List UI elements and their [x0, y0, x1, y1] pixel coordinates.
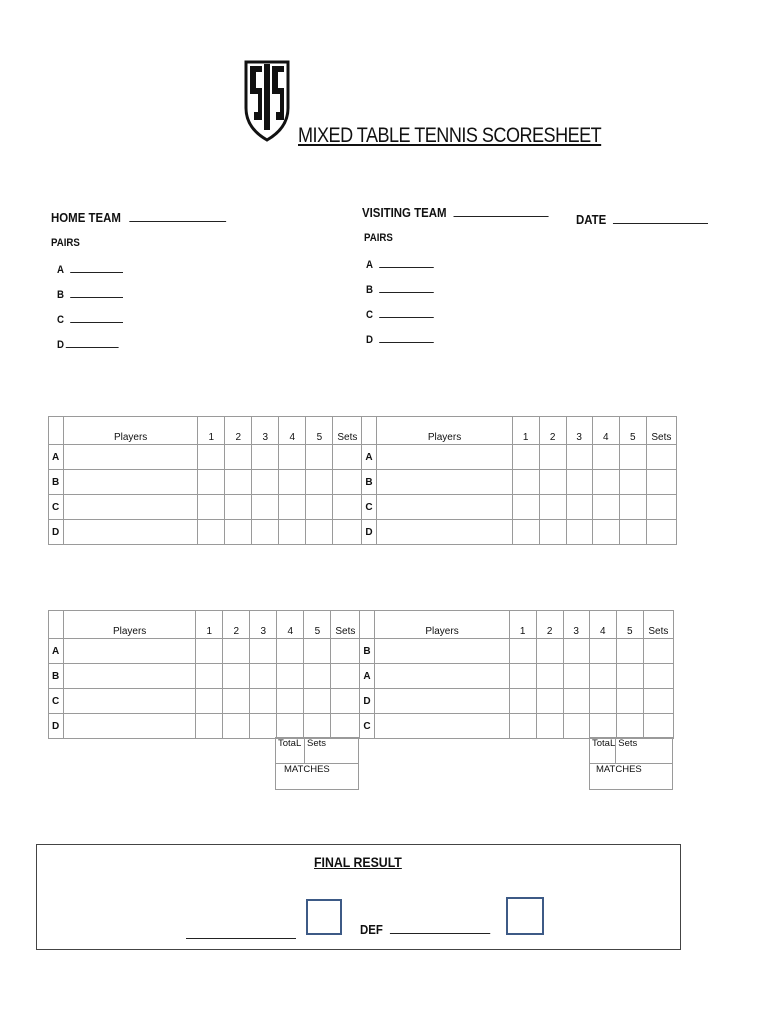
score-cell[interactable]	[250, 639, 277, 664]
sets-cell[interactable]	[333, 520, 362, 545]
game-3-header: 3	[563, 611, 589, 639]
table-row	[49, 714, 674, 739]
score-cell[interactable]	[250, 689, 277, 714]
score-cell[interactable]	[536, 714, 563, 739]
pair-letter: C	[366, 309, 373, 321]
sets-cell[interactable]	[331, 664, 360, 689]
game-1-header: 1	[512, 417, 539, 445]
player-cell[interactable]	[377, 495, 512, 520]
score-cell[interactable]	[509, 664, 536, 689]
loser-name-field[interactable]	[390, 923, 490, 934]
game-2-header: 2	[536, 611, 563, 639]
score-cell[interactable]	[277, 714, 304, 739]
total-sets-label: Sets	[616, 738, 673, 764]
score-cell[interactable]	[592, 495, 619, 520]
score-cell[interactable]	[304, 639, 331, 664]
score-cell[interactable]	[225, 520, 252, 545]
visiting-pair-a	[366, 257, 434, 271]
home-pair-a	[57, 262, 123, 276]
score-cell[interactable]	[198, 470, 225, 495]
score-cell[interactable]	[306, 520, 333, 545]
score-cell[interactable]	[250, 714, 277, 739]
home-pair-c-field[interactable]	[70, 312, 123, 323]
pair-letter: A	[57, 264, 64, 276]
total-label: TotaL	[276, 738, 305, 764]
score-cell[interactable]	[616, 664, 643, 689]
sets-header: Sets	[643, 611, 673, 639]
score-cell[interactable]	[196, 664, 223, 689]
sets-header: Sets	[646, 417, 676, 445]
score-cell[interactable]	[512, 520, 539, 545]
row-label: B	[49, 664, 64, 689]
score-cell[interactable]	[619, 445, 646, 470]
row-label: D	[49, 520, 64, 545]
game-4-header: 4	[279, 417, 306, 445]
game-3-header: 3	[252, 417, 279, 445]
table-row	[49, 445, 677, 470]
pair-letter: D	[57, 339, 64, 351]
score-cell[interactable]	[616, 639, 643, 664]
row-label: A	[49, 445, 64, 470]
score-cell[interactable]	[252, 495, 279, 520]
date-label: DATE	[576, 212, 607, 227]
winner-name-field[interactable]	[186, 926, 296, 944]
game-5-header: 5	[616, 611, 643, 639]
score-cell[interactable]	[306, 470, 333, 495]
row-label: A	[362, 445, 377, 470]
row-label: C	[49, 495, 64, 520]
date-row	[576, 212, 708, 227]
score-cell[interactable]	[509, 689, 536, 714]
row-label: D	[49, 714, 64, 739]
visiting-team-field[interactable]	[453, 206, 548, 217]
score-cell[interactable]	[619, 495, 646, 520]
table-row	[49, 689, 674, 714]
players-header: Players	[64, 417, 198, 445]
sets-cell[interactable]	[331, 689, 360, 714]
sets-cell[interactable]	[331, 714, 360, 739]
player-cell[interactable]	[375, 714, 509, 739]
score-cell[interactable]	[592, 445, 619, 470]
game-2-header: 2	[223, 611, 250, 639]
player-cell[interactable]	[64, 689, 196, 714]
game-3-header: 3	[566, 417, 592, 445]
matches-label: MATCHES	[590, 764, 673, 790]
home-pairs-label: PAIRS	[51, 237, 80, 249]
player-cell[interactable]	[377, 470, 512, 495]
pair-letter: A	[366, 259, 373, 271]
visiting-pair-d	[366, 332, 434, 346]
score-cell[interactable]	[223, 714, 250, 739]
sis-shield-logo	[240, 58, 294, 142]
sets-cell[interactable]	[643, 689, 673, 714]
score-cell[interactable]	[539, 520, 566, 545]
row-label: B	[49, 470, 64, 495]
score-cell[interactable]	[563, 664, 589, 689]
score-cell[interactable]	[306, 445, 333, 470]
row-label: D	[362, 520, 377, 545]
sets-cell[interactable]	[646, 445, 676, 470]
pair-letter: D	[366, 334, 373, 346]
table-header-row	[49, 417, 677, 445]
home-totals-table	[275, 737, 359, 790]
score-cell[interactable]	[277, 664, 304, 689]
home-pair-a-field[interactable]	[70, 262, 123, 273]
score-cell[interactable]	[563, 689, 589, 714]
player-cell[interactable]	[377, 445, 512, 470]
score-cell[interactable]	[512, 470, 539, 495]
table-row	[49, 495, 677, 520]
sets-cell[interactable]	[643, 714, 673, 739]
visiting-pairs-label: PAIRS	[364, 232, 393, 244]
score-cell[interactable]	[592, 520, 619, 545]
def-label: DEF	[360, 922, 383, 937]
sets-cell[interactable]	[643, 664, 673, 689]
matches-label: MATCHES	[276, 764, 359, 790]
score-table-1	[48, 416, 677, 545]
score-cell[interactable]	[616, 689, 643, 714]
player-cell[interactable]	[64, 664, 196, 689]
score-cell[interactable]	[198, 495, 225, 520]
sets-cell[interactable]	[333, 470, 362, 495]
score-cell[interactable]	[198, 445, 225, 470]
score-cell[interactable]	[566, 445, 592, 470]
score-cell[interactable]	[279, 520, 306, 545]
player-cell[interactable]	[375, 639, 509, 664]
visiting-pair-b	[366, 282, 434, 296]
score-cell[interactable]	[589, 689, 616, 714]
game-4-header: 4	[277, 611, 304, 639]
table-row	[49, 520, 677, 545]
player-cell[interactable]	[64, 714, 196, 739]
score-cell[interactable]	[592, 470, 619, 495]
score-cell[interactable]	[223, 639, 250, 664]
players-header: Players	[64, 611, 196, 639]
sets-cell[interactable]	[331, 639, 360, 664]
score-cell[interactable]	[563, 714, 589, 739]
score-cell[interactable]	[252, 445, 279, 470]
visiting-pair-a-field[interactable]	[379, 257, 434, 268]
pair-letter: C	[57, 314, 64, 326]
score-cell[interactable]	[539, 445, 566, 470]
home-pair-d-field[interactable]	[66, 337, 119, 348]
score-cell[interactable]	[223, 664, 250, 689]
visiting-pair-d-field[interactable]	[379, 332, 434, 343]
game-5-header: 5	[304, 611, 331, 639]
score-cell[interactable]	[250, 664, 277, 689]
score-cell[interactable]	[536, 664, 563, 689]
sets-header: Sets	[333, 417, 362, 445]
score-cell[interactable]	[304, 664, 331, 689]
score-cell[interactable]	[196, 714, 223, 739]
score-cell[interactable]	[566, 520, 592, 545]
score-cell[interactable]	[252, 470, 279, 495]
score-cell[interactable]	[279, 495, 306, 520]
final-result-title: FINAL RESULT	[314, 854, 402, 870]
score-cell[interactable]	[196, 639, 223, 664]
score-cell[interactable]	[512, 445, 539, 470]
sets-cell[interactable]	[643, 639, 673, 664]
visiting-pair-c	[366, 307, 434, 321]
score-cell[interactable]	[304, 714, 331, 739]
score-cell[interactable]	[279, 470, 306, 495]
score-cell[interactable]	[563, 639, 589, 664]
player-cell[interactable]	[375, 664, 509, 689]
game-4-header: 4	[592, 417, 619, 445]
table-row	[49, 664, 674, 689]
table-row	[49, 639, 674, 664]
score-cell[interactable]	[619, 470, 646, 495]
home-pair-c	[57, 312, 123, 326]
date-field[interactable]	[613, 213, 708, 224]
player-cell[interactable]	[375, 689, 509, 714]
player-cell[interactable]	[377, 520, 512, 545]
score-cell[interactable]	[539, 495, 566, 520]
score-cell[interactable]	[225, 495, 252, 520]
game-1-header: 1	[509, 611, 536, 639]
row-label: B	[362, 470, 377, 495]
sets-cell[interactable]	[333, 445, 362, 470]
score-cell[interactable]	[589, 714, 616, 739]
visiting-team-label: VISITING TEAM	[362, 205, 447, 220]
score-cell[interactable]	[616, 714, 643, 739]
score-table-2	[48, 610, 674, 739]
pair-letter: B	[366, 284, 373, 296]
visiting-pair-b-field[interactable]	[379, 282, 434, 293]
score-cell[interactable]	[566, 470, 592, 495]
game-2-header: 2	[225, 417, 252, 445]
score-cell[interactable]	[225, 445, 252, 470]
sets-cell[interactable]	[646, 470, 676, 495]
sets-cell[interactable]	[333, 495, 362, 520]
loser-score-box[interactable]	[506, 897, 544, 935]
score-cell[interactable]	[304, 689, 331, 714]
score-cell[interactable]	[589, 639, 616, 664]
score-cell[interactable]	[198, 520, 225, 545]
sets-header: Sets	[331, 611, 360, 639]
player-cell[interactable]	[64, 495, 198, 520]
visiting-pair-c-field[interactable]	[379, 307, 434, 318]
home-team-row	[51, 210, 226, 225]
players-header: Players	[375, 611, 509, 639]
score-cell[interactable]	[225, 470, 252, 495]
home-team-field[interactable]	[129, 211, 226, 222]
players-header: Players	[377, 417, 512, 445]
visiting-team-row	[362, 205, 548, 220]
player-cell[interactable]	[64, 520, 198, 545]
score-cell[interactable]	[252, 520, 279, 545]
score-cell[interactable]	[509, 639, 536, 664]
page-title: MIXED TABLE TENNIS SCORESHEET	[298, 124, 602, 147]
score-cell[interactable]	[566, 495, 592, 520]
score-cell[interactable]	[536, 689, 563, 714]
game-1-header: 1	[196, 611, 223, 639]
game-2-header: 2	[539, 417, 566, 445]
score-cell[interactable]	[279, 445, 306, 470]
player-cell[interactable]	[64, 470, 198, 495]
game-5-header: 5	[306, 417, 333, 445]
row-label: C	[360, 714, 375, 739]
game-1-header: 1	[198, 417, 225, 445]
winner-score-box[interactable]	[306, 899, 342, 935]
table-row	[49, 470, 677, 495]
score-cell[interactable]	[619, 520, 646, 545]
visiting-totals-table	[589, 737, 673, 790]
game-4-header: 4	[589, 611, 616, 639]
score-cell[interactable]	[509, 714, 536, 739]
total-label: TotaL	[590, 738, 616, 764]
score-cell[interactable]	[539, 470, 566, 495]
sets-cell[interactable]	[646, 495, 676, 520]
row-label: C	[362, 495, 377, 520]
home-pair-b	[57, 287, 123, 301]
table-header-row	[49, 611, 674, 639]
pair-letter: B	[57, 289, 64, 301]
game-3-header: 3	[250, 611, 277, 639]
score-cell[interactable]	[277, 689, 304, 714]
score-cell[interactable]	[306, 495, 333, 520]
def-row	[360, 922, 490, 937]
score-cell[interactable]	[223, 689, 250, 714]
total-sets-label: Sets	[305, 738, 359, 764]
sets-cell[interactable]	[646, 520, 676, 545]
home-pair-b-field[interactable]	[70, 287, 123, 298]
score-cell[interactable]	[512, 495, 539, 520]
row-label: A	[360, 664, 375, 689]
home-pair-d	[57, 337, 119, 351]
row-label: A	[49, 639, 64, 664]
row-label: D	[360, 689, 375, 714]
row-label: C	[49, 689, 64, 714]
score-cell[interactable]	[277, 639, 304, 664]
score-cell[interactable]	[589, 664, 616, 689]
player-cell[interactable]	[64, 639, 196, 664]
score-cell[interactable]	[196, 689, 223, 714]
row-label: B	[360, 639, 375, 664]
home-team-label: HOME TEAM	[51, 210, 121, 225]
score-cell[interactable]	[536, 639, 563, 664]
player-cell[interactable]	[64, 445, 198, 470]
game-5-header: 5	[619, 417, 646, 445]
